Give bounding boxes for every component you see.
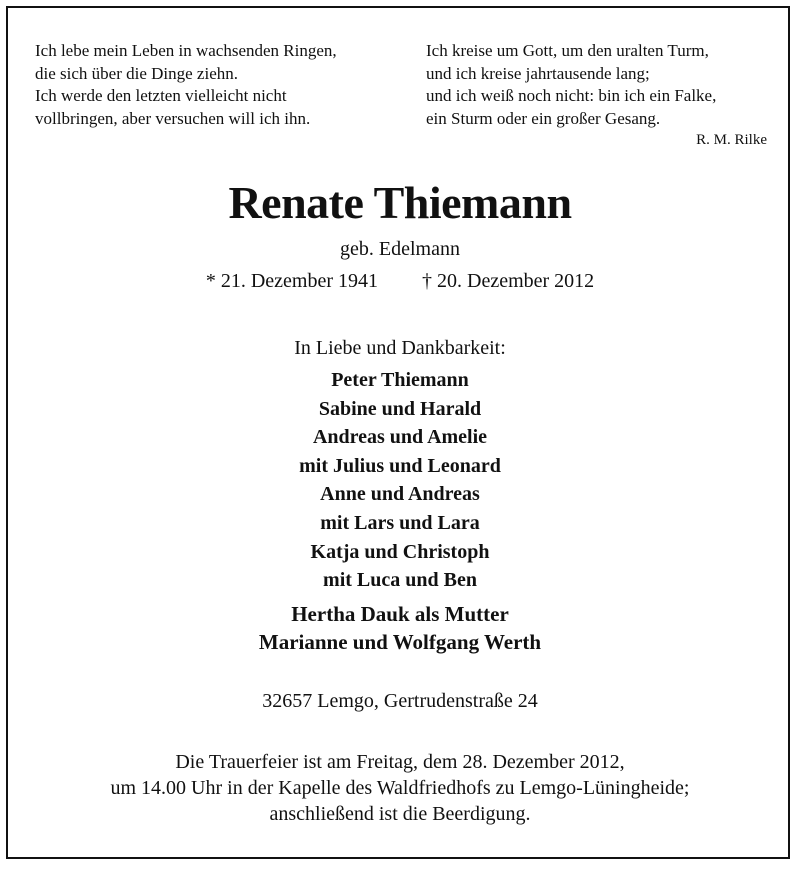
mourner-line: Sabine und Harald (318, 397, 482, 420)
funeral-service-info (0, 749, 800, 827)
poem-line: Ich kreise um Gott, um den uralten Turm, (426, 41, 709, 60)
life-dates (0, 270, 800, 293)
service-line: Die Trauerfeier ist am Freitag, dem 28. Dezember 2012, (175, 751, 625, 773)
poem-line: Ich werde den letzten vielleicht nicht (35, 86, 287, 105)
death-date: † 20. Dezember 2012 (422, 270, 595, 292)
mourner-line: mit Lars und Lara (320, 511, 480, 534)
mourner-line: Andreas und Amelie (312, 426, 488, 449)
mourner-line: Hertha Dauk als Mutter (291, 602, 509, 626)
poem-line: ein Sturm oder ein großer Gesang. (426, 108, 661, 128)
poem-line: vollbringen, aber versuchen will ich ihn. (35, 108, 311, 128)
poem-line: die sich über die Dinge ziehn. (35, 63, 238, 83)
relatives-list (0, 600, 800, 656)
deceased-name: Renate Thiemann (228, 177, 572, 228)
poem-left-stanza (35, 40, 337, 130)
mourner-line: Peter Thiemann (331, 369, 469, 391)
service-line: um 14.00 Uhr in der Kapelle des Waldfriedhofs zu Lemgo-Lüningheide; (110, 777, 690, 799)
mourner-line: Anne und Andreas (320, 483, 480, 506)
maiden-name: geb. Edelmann (340, 238, 460, 260)
mourner-line: mit Julius und Leonard (299, 454, 501, 477)
birth-date: * 21. Dezember 1941 (205, 270, 378, 292)
poem-line: Ich lebe mein Leben in wachsenden Ringen, (35, 41, 337, 60)
family-address: 32657 Lemgo, Gertrudenstraße 24 (262, 690, 538, 712)
mourners-intro: In Liebe und Dankbarkeit: (294, 337, 506, 359)
poem-line: und ich kreise jahrtausende lang; (426, 63, 650, 83)
poem-right-stanza (426, 40, 716, 130)
mourner-line: mit Luca und Ben (323, 569, 477, 592)
family-list (0, 366, 800, 595)
mourner-line: Marianne und Wolfgang Werth (258, 630, 542, 654)
service-line: anschließend ist die Beerdigung. (269, 803, 531, 825)
poem-line: und ich weiß noch nicht: bin ich ein Falke, (426, 86, 717, 105)
mourner-line: Katja und Christoph (310, 540, 490, 563)
poem-attribution: R. M. Rilke (696, 132, 767, 148)
